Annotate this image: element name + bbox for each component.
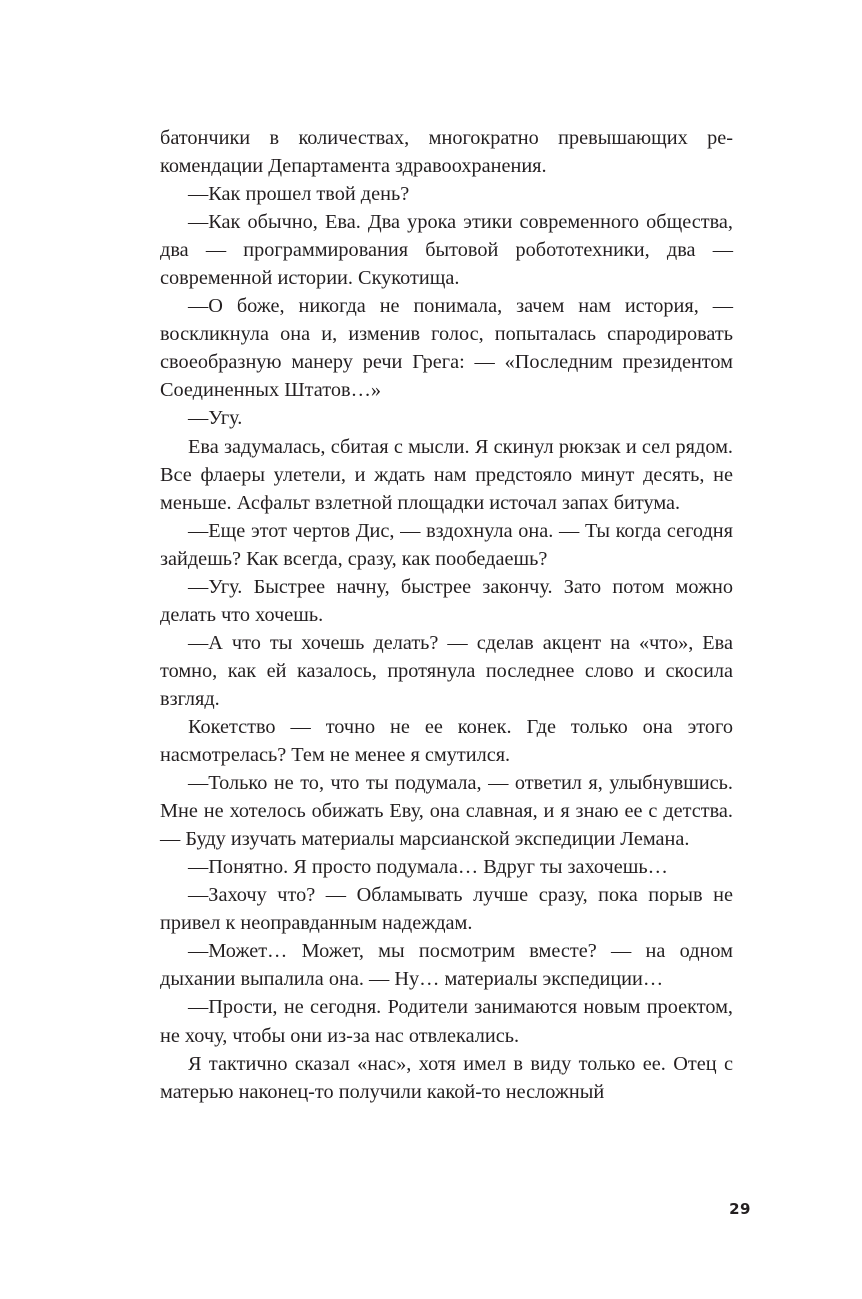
page-number: 29 xyxy=(729,1200,751,1218)
paragraph: —Угу. xyxy=(188,407,243,430)
paragraph: батончики в количествах, многократно превышающих рекомендации Департамента здравоохранения. xyxy=(160,127,733,178)
paragraph: Я тактично сказал «нас», хотя имел в виду только ее. Отец с матерью наконец-то получили какой-то несложный xyxy=(160,1052,733,1103)
paragraph: —Прости, не сегодня. Родители занимаются новым проектом, не хочу, чтобы они из-за нас отвлекались. xyxy=(160,996,733,1047)
paragraph: —О боже, никогда не понимала, зачем нам история, — воскликнула она и, изменив голос, попыталась спародировать своеобразную манеру речи Грега: — «Последним президентом Соединенных Штатов…» xyxy=(160,295,733,402)
paragraph: —Угу. Быстрее начну, быстрее закончу. Зато потом можно делать что хочешь. xyxy=(160,575,733,626)
paragraph: —Может… Может, мы посмотрим вместе? — на одном дыхании выпалила она. — Ну… материалы экспедиции… xyxy=(160,940,733,991)
paragraph: Ева задумалась, сбитая с мысли. Я скинул рюкзак и сел рядом. Все флаеры улетели, и ждать нам предстояло минут десять, не меньше. Асфальт взлетной площадки источал запах битума. xyxy=(160,435,733,514)
paragraph: —Как обычно, Ева. Два урока этики современного общества, два — программирования бытовой робототехники, два — современной истории. Скукотища. xyxy=(160,211,733,290)
paragraph: —Захочу что? — Обламывать лучше сразу, пока порыв не привел к неоправданным надеждам. xyxy=(160,884,733,935)
paragraph: —Только не то, что ты подумала, — ответил я, улыбнувшись. Мне не хотелось обижать Еву, она славная, и я знаю ее с детства. — Буду изучать материалы марсианской экспедиции Лемана. xyxy=(160,772,733,851)
paragraph: —Как прошел твой день? xyxy=(188,183,410,206)
paragraph: —Еще этот чертов Дис, — вздохнула она. — Ты когда сегодня зайдешь? Как всегда, сразу, как пообедаешь? xyxy=(160,519,733,570)
body-text xyxy=(160,124,733,1106)
paragraph: Кокетство — точно не ее конек. Где только она этого насмотрелась? Тем не менее я смутился. xyxy=(160,715,733,767)
paragraph: —А что ты хочешь делать? — сделав акцент на «что», Ева томно, как ей казалось, протянула последнее слово и скосила взгляд. xyxy=(160,631,733,710)
paragraph: —Понятно. Я просто подумала… Вдруг ты захочешь… xyxy=(188,856,668,879)
